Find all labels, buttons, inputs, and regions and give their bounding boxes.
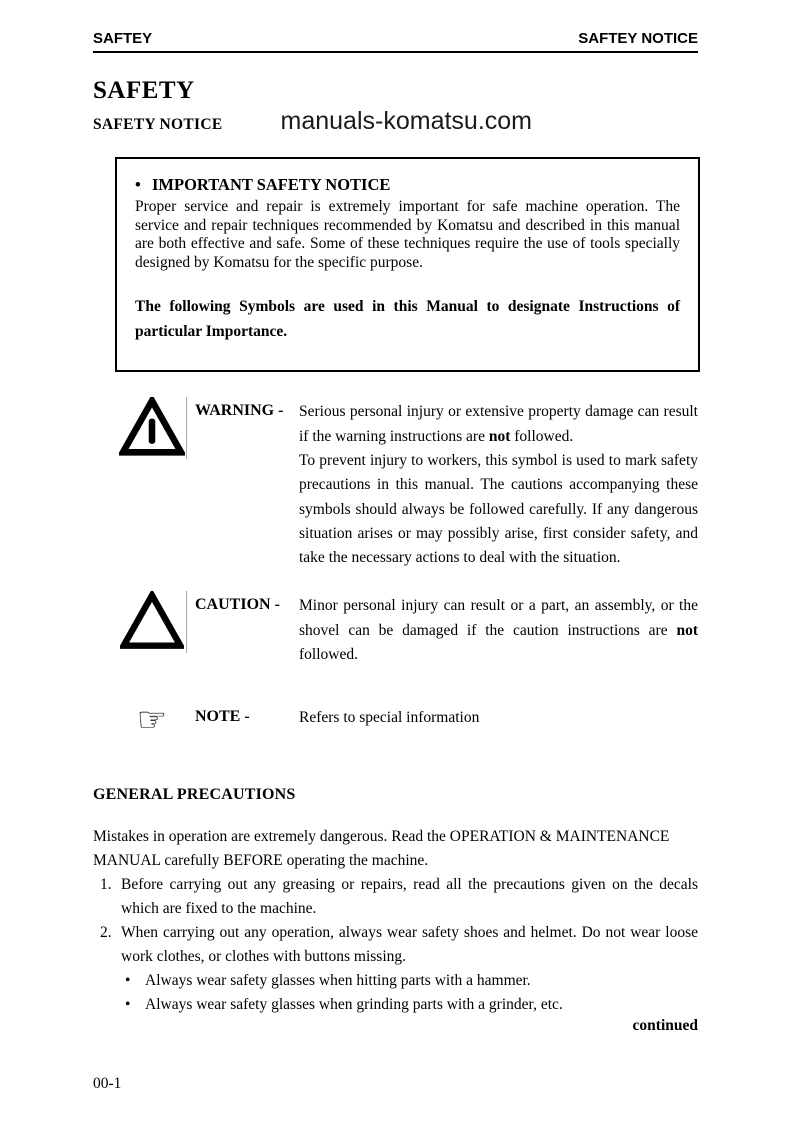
general-precautions-intro: Mistakes in operation are extremely dangerous. Read the OPERATION & MAINTENANCE MANUAL carefully BEFORE operating the machine. (93, 828, 670, 870)
warning-icon-cell (117, 397, 187, 459)
bullet-icon: • (125, 996, 131, 1014)
warning-label: WARNING - (195, 402, 284, 420)
warning-paragraph-2: To prevent injury to workers, this symbol is used to mark safety precautions in this manual. The cautions accompanying these symbols should always be followed carefully. If any dangerous situation arises or may possibly arise, first consider safety, and take the necessary actions to deal with the situation. (299, 451, 698, 567)
list-item-number: 2. (100, 924, 112, 942)
important-safety-notice-box (115, 157, 700, 372)
pointing-hand-icon: ☞ (136, 700, 168, 741)
caution-triangle-icon (120, 591, 184, 653)
sub-bullet-item (93, 993, 698, 1017)
notice-heading-text: IMPORTANT SAFETY NOTICE (152, 175, 391, 194)
caution-text (299, 591, 698, 667)
caution-section (93, 591, 698, 667)
warning-paragraph-1: Serious personal injury or extensive property damage can result if the warning instructions are not followed. (299, 403, 698, 445)
page-title: SAFETY (93, 77, 195, 104)
general-precautions-heading: GENERAL PRECAUTIONS (93, 786, 296, 804)
note-section (93, 700, 698, 741)
caution-label: CAUTION - (195, 596, 280, 614)
caution-paragraph: Minor personal injury can result or a part, an assembly, or the shovel can be damaged if the caution instructions are not followed. (299, 597, 698, 664)
watermark-text: manuals-komatsu.com (280, 107, 532, 135)
header-right-text: SAFTEY NOTICE (578, 30, 698, 47)
header-left-text: SAFTEY (93, 30, 153, 47)
bullet-icon: • (125, 972, 131, 990)
subtitle-row (93, 107, 698, 136)
note-text: Refers to special information (299, 709, 480, 727)
warning-triangle-exclamation-icon (119, 397, 185, 459)
note-icon-cell (117, 700, 187, 741)
warning-section (93, 397, 698, 570)
sub-bullet-text: Always wear safety glasses when hitting parts with a hammer. (145, 972, 531, 990)
sub-bullet-item (93, 969, 698, 993)
list-item (93, 921, 698, 969)
notice-body-text: Proper service and repair is extremely important for safe machine operation. The service and repair techniques recommended by Komatsu and described in this manual are both effective and safe. Some of these techniques require the use of tools specially designed by Komatsu for the specific purpose. (135, 198, 680, 271)
running-header (93, 30, 698, 53)
general-precautions-list (93, 873, 698, 1017)
notice-emphasis-text: The following Symbols are used in this Manual to designate Instructions of particular Importance. (135, 298, 680, 341)
page-subtitle: SAFETY NOTICE (93, 116, 223, 133)
warning-text (299, 397, 698, 570)
list-item-text: When carrying out any operation, always wear safety shoes and helmet. Do not wear loose work clothes, or clothes with buttons missing. (121, 924, 698, 966)
continued-marker: continued (632, 1017, 698, 1035)
bullet-icon: • (135, 175, 141, 194)
note-label: NOTE - (195, 708, 250, 726)
caution-icon-cell (117, 591, 187, 653)
sub-bullet-text: Always wear safety glasses when grinding parts with a grinder, etc. (145, 996, 563, 1014)
notice-heading (135, 175, 680, 195)
page-number: 00-1 (93, 1075, 122, 1092)
list-item (93, 873, 698, 921)
list-item-text: Before carrying out any greasing or repairs, read all the precautions given on the decals which are fixed to the machine. (121, 876, 698, 918)
list-item-number: 1. (100, 876, 112, 894)
